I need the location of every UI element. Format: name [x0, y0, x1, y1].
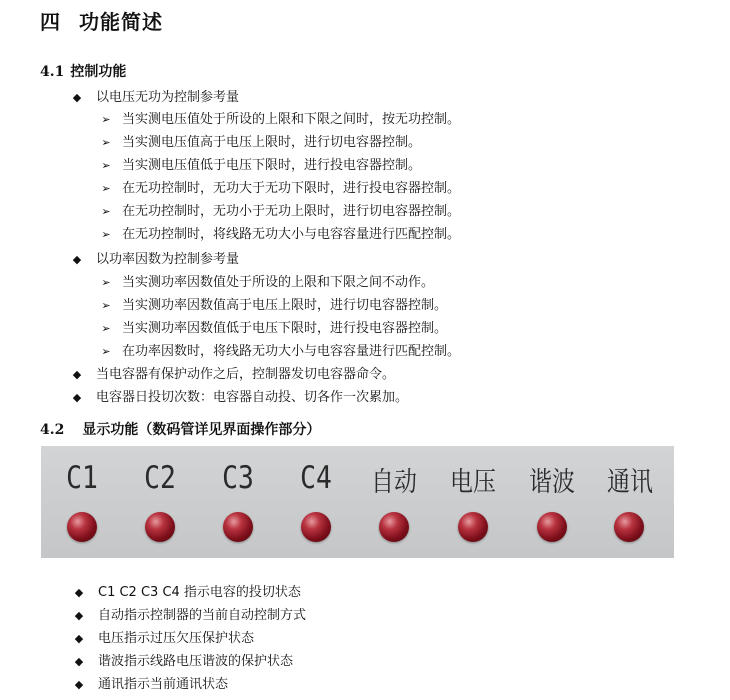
- led-c2-indicator: [145, 512, 175, 542]
- group-label: 以电压无功为控制参考量: [96, 90, 240, 105]
- list-item: [100, 272, 434, 294]
- led-voltage-indicator: [458, 512, 488, 542]
- led-harmonic-indicator: [537, 512, 567, 542]
- list-item: [100, 155, 421, 177]
- list-item: [74, 674, 228, 696]
- arrow-bullet-icon: ➢: [101, 276, 111, 289]
- diamond-bullet-icon: ◆: [74, 632, 84, 645]
- arrow-bullet-icon: ➢: [101, 228, 111, 241]
- diamond-bullet-icon: ◆: [72, 368, 82, 381]
- page-title: [40, 6, 163, 35]
- list-item: [74, 605, 306, 627]
- chapter-title: 功能简述: [79, 10, 163, 34]
- led-c4-indicator: [301, 512, 331, 542]
- led-auto-indicator: [379, 512, 409, 542]
- diamond-bullet-icon: ◆: [74, 586, 84, 599]
- list-item: [100, 109, 460, 131]
- arrow-bullet-icon: ➢: [101, 205, 111, 218]
- list-item: [74, 582, 301, 604]
- list-item-text: 当实测功率因数值低于电压下限时，进行投电容器控制。: [122, 321, 448, 336]
- list-item: [100, 318, 447, 340]
- list-item-text: 在无功控制时，无功大于无功下限时，进行投电容器控制。: [122, 181, 461, 196]
- arrow-bullet-icon: ➢: [101, 113, 111, 126]
- arrow-bullet-icon: ➢: [101, 345, 111, 358]
- list-item: [100, 295, 447, 317]
- list-item: [72, 387, 408, 409]
- indicator-panel: [41, 446, 674, 558]
- group-heading: [72, 87, 239, 109]
- diamond-bullet-icon: ◆: [74, 655, 84, 668]
- diamond-bullet-icon: ◆: [72, 91, 82, 104]
- diamond-bullet-icon: ◆: [74, 609, 84, 622]
- section-number: 4.1: [40, 64, 65, 80]
- chapter-number: 四: [40, 10, 61, 34]
- group-label: 以功率因数为控制参考量: [96, 252, 240, 267]
- list-item-text: 当实测电压值高于电压上限时，进行切电容器控制。: [122, 135, 422, 150]
- led-label-c2: C2: [144, 460, 176, 496]
- list-item-text: 在无功控制时，将线路无功大小与电容容量进行匹配控制。: [122, 227, 461, 242]
- section-4-1-heading: [40, 61, 126, 81]
- list-item-text: 在功率因数时，将线路无功大小与电容容量进行匹配控制。: [122, 344, 461, 359]
- arrow-bullet-icon: ➢: [101, 159, 111, 172]
- list-item-text: 电容器日投切次数：电容器自动投、切各作一次累加。: [96, 390, 409, 405]
- list-item-text: 当实测电压值低于电压下限时，进行投电容器控制。: [122, 158, 422, 173]
- list-item: [100, 341, 460, 363]
- led-label-auto: 自动: [371, 467, 417, 498]
- list-item: [72, 364, 395, 386]
- list-item-text: 在无功控制时，无功小于无功上限时，进行切电容器控制。: [122, 204, 461, 219]
- section-title: 控制功能: [70, 64, 127, 80]
- led-label-voltage: 电压: [450, 467, 496, 498]
- list-item: [100, 224, 460, 246]
- arrow-bullet-icon: ➢: [101, 322, 111, 335]
- list-item-text: 通讯指示当前通讯状态: [98, 677, 229, 692]
- arrow-bullet-icon: ➢: [101, 299, 111, 312]
- list-item-text: C1 C2 C3 C4 指示电容的投切状态: [98, 585, 301, 600]
- list-item: [100, 201, 460, 223]
- diamond-bullet-icon: ◆: [72, 253, 82, 266]
- list-item-text: 当电容器有保护动作之后，控制器发切电容器命令。: [96, 367, 396, 382]
- led-comm-indicator: [614, 512, 644, 542]
- list-item-text: 电压指示过压欠压保护状态: [98, 631, 255, 646]
- section-4-2-heading: [40, 419, 320, 439]
- list-item: [74, 628, 254, 650]
- led-label-c1: C1: [66, 460, 98, 496]
- arrow-bullet-icon: ➢: [101, 182, 111, 195]
- led-c3-indicator: [223, 512, 253, 542]
- led-label-harmonic: 谐波: [529, 467, 575, 498]
- arrow-bullet-icon: ➢: [101, 136, 111, 149]
- section-number: 4.2: [40, 422, 65, 438]
- diamond-bullet-icon: ◆: [74, 678, 84, 691]
- section-title: 显示功能（数码管详见界面操作部分）: [82, 422, 321, 438]
- list-item-text: 当实测功率因数值处于所设的上限和下限之间不动作。: [122, 275, 435, 290]
- list-item: [100, 178, 460, 200]
- list-item-text: 谐波指示线路电压谐波的保护状态: [98, 654, 294, 669]
- list-item: [100, 132, 421, 154]
- group-heading: [72, 249, 239, 271]
- list-item: [74, 651, 293, 673]
- diamond-bullet-icon: ◆: [72, 391, 82, 404]
- led-label-c3: C3: [222, 460, 254, 496]
- led-label-c4: C4: [300, 460, 332, 496]
- list-item-text: 当实测电压值处于所设的上限和下限之间时，按无功控制。: [122, 112, 461, 127]
- led-c1-indicator: [67, 512, 97, 542]
- led-label-comm: 通讯: [607, 467, 653, 498]
- list-item-text: 自动指示控制器的当前自动控制方式: [98, 608, 307, 623]
- list-item-text: 当实测功率因数值高于电压上限时，进行切电容器控制。: [122, 298, 448, 313]
